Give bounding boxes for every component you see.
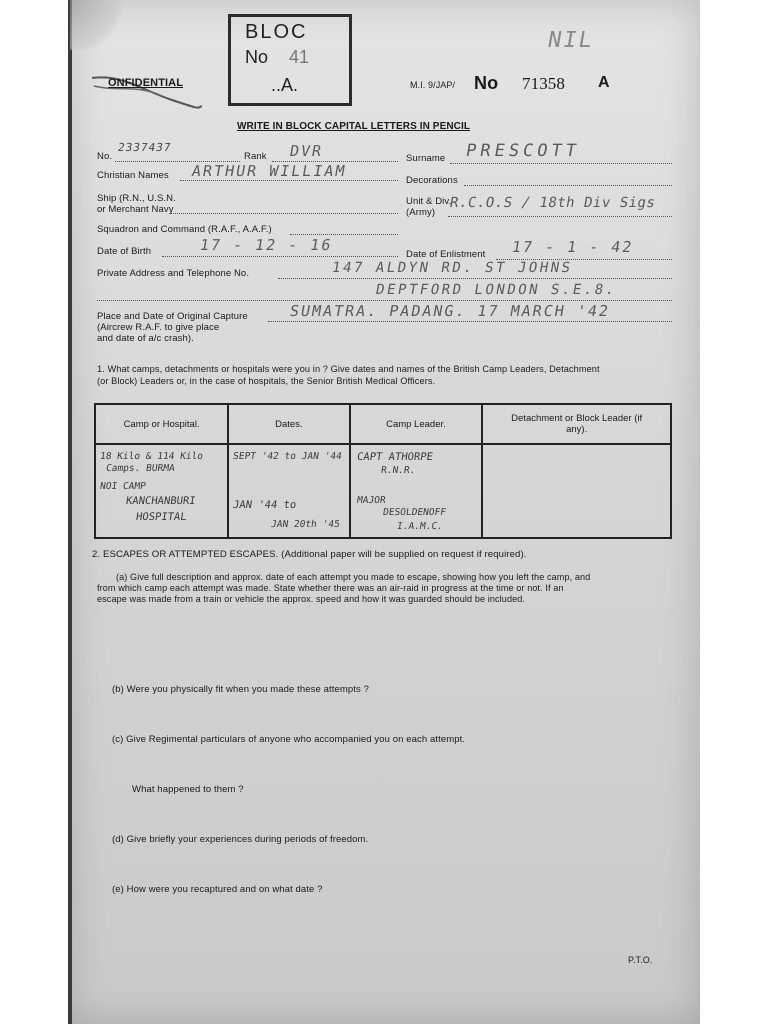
cell-camp xyxy=(95,444,228,538)
ship-label-2: or Merchant Navy xyxy=(97,204,174,215)
leader-line: R.N.R. xyxy=(379,465,416,476)
address-value-1: 147 ALDYN RD. ST JOHNS xyxy=(330,260,574,276)
instruction-heading: WRITE IN BLOCK CAPITAL LETTERS IN PENCIL xyxy=(237,121,471,132)
address-value-2: DEPTFORD LONDON S.E.8. xyxy=(374,282,618,298)
stamp-number: 41 xyxy=(289,47,310,67)
address-label: Private Address and Telephone No. xyxy=(97,268,250,279)
date-line: JAN '44 to xyxy=(232,499,298,511)
q2-a-1: (a) Give full description and approx. date of each attempt you made to escape, showing how you left the camp, and xyxy=(116,572,591,582)
form-ref: M.I. 9/JAP/ xyxy=(410,80,456,90)
cell-dates xyxy=(228,444,349,538)
header-detachment: Detachment or Block Leader (if any). xyxy=(482,404,671,444)
camp-line: HOSPITAL xyxy=(135,511,188,523)
sheet-edge xyxy=(68,0,72,1024)
unit-value: R.C.O.S / 18th Div Sigs xyxy=(448,195,657,211)
camp-line: NOI CAMP xyxy=(99,481,147,492)
cell-leader xyxy=(350,444,483,538)
leader-line: CAPT ATHORPE xyxy=(355,451,434,463)
pto-label: P.T.O. xyxy=(628,955,653,965)
header-leader: Camp Leader. xyxy=(350,404,483,444)
decorations-line xyxy=(464,185,672,186)
enlistment-value: 17 - 1 - 42 xyxy=(510,238,635,256)
unit-label-2: (Army) xyxy=(406,207,436,218)
binding-string xyxy=(92,70,202,110)
camps-table xyxy=(94,403,672,539)
christian-names-value: ARTHUR WILLIAM xyxy=(190,162,349,180)
stamp-line1: BLOC xyxy=(245,21,308,43)
ship-label-1: Ship (R.N., U.S.N. xyxy=(97,193,176,204)
stamp-line3: ..A. xyxy=(271,75,299,95)
paper-wear xyxy=(70,0,130,50)
nil-mark: NIL xyxy=(545,28,596,53)
capture-label-2: (Aircrew R.A.F. to give place xyxy=(97,322,220,333)
header-camp: Camp or Hospital. xyxy=(95,404,228,444)
capture-label-3: and date of a/c crash). xyxy=(97,333,194,344)
q1-text-1: 1. What camps, detachments or hospitals were you in ? Give dates and names of the British Camp Leaders, Detachment xyxy=(97,364,600,374)
christian-names-line xyxy=(180,180,398,181)
cell-detachment xyxy=(482,444,671,538)
table-row xyxy=(95,444,671,538)
q2-b: (b) Were you physically fit when you made these attempts ? xyxy=(112,684,369,695)
camp-line: Camps. BURMA xyxy=(105,463,176,474)
no-value: 2337437 xyxy=(116,141,173,154)
q2-c-followup: What happened to them ? xyxy=(132,784,244,795)
rank-label: Rank xyxy=(244,151,267,162)
decorations-label: Decorations xyxy=(406,175,458,186)
christian-names-label: Christian Names xyxy=(97,170,169,181)
confidential-label: ONFIDENTIAL xyxy=(108,77,184,89)
capture-line xyxy=(268,321,672,322)
ship-line xyxy=(170,213,398,214)
leader-line: DESOLDENOFF xyxy=(381,507,447,518)
leader-line: MAJOR xyxy=(355,495,386,506)
address-line-1 xyxy=(278,278,672,279)
serial-no-label: No xyxy=(474,73,499,93)
serial-suffix: A xyxy=(598,74,610,91)
q2-a-3: escape was made from a train or vehicle the approx. speed and how it was guarded should be included. xyxy=(97,594,526,604)
date-line: SEPT '42 to JAN '44 xyxy=(232,451,343,462)
camp-line: 18 Kilo & 114 Kilo xyxy=(99,451,204,462)
capture-label-1: Place and Date of Original Capture xyxy=(97,311,248,322)
camps-table-header xyxy=(95,404,671,444)
stamp-no-label: No xyxy=(245,47,269,67)
surname-value: PRESCOTT xyxy=(464,141,582,161)
q1-text-2: (or Block) Leaders or, in the case of hospitals, the Senior British Medical Officers. xyxy=(97,376,436,386)
camp-line: KANCHANBURI xyxy=(125,495,197,507)
q2-a-2: from which camp each attempt was made. State whether there was an air-raid in progress at the time or not. If an xyxy=(97,583,564,593)
unit-label-1: Unit & Div. xyxy=(406,196,452,207)
address-line-2 xyxy=(97,300,672,301)
header-dates: Dates. xyxy=(228,404,349,444)
rank-value: DVR xyxy=(288,142,325,160)
block-stamp xyxy=(228,14,352,106)
capture-value: SUMATRA. PADANG. 17 MARCH '42 xyxy=(288,302,612,320)
serial-number: 71358 xyxy=(522,74,565,93)
q2-e: (e) How were you recaptured and on what date ? xyxy=(112,884,323,895)
q2-d: (d) Give briefly your experiences during periods of freedom. xyxy=(112,834,369,845)
squadron-line xyxy=(290,234,398,235)
q2-heading: 2. ESCAPES OR ATTEMPTED ESCAPES. (Additional paper will be supplied on request if required). xyxy=(92,549,527,560)
no-label: No. xyxy=(97,151,113,162)
unit-line xyxy=(448,216,672,217)
date-line: JAN 20th '45 xyxy=(270,519,341,530)
surname-label: Surname xyxy=(406,153,446,164)
dob-line xyxy=(162,256,398,257)
dob-label: Date of Birth xyxy=(97,246,152,257)
leader-line: I.A.M.C. xyxy=(395,521,444,532)
squadron-label: Squadron and Command (R.A.F., A.A.F.) xyxy=(97,224,272,235)
dob-value: 17 - 12 - 16 xyxy=(198,236,334,254)
surname-line xyxy=(450,163,672,164)
enlistment-label: Date of Enlistment xyxy=(406,249,486,260)
q2-c: (c) Give Regimental particulars of anyone who accompanied you on each attempt. xyxy=(112,734,466,745)
